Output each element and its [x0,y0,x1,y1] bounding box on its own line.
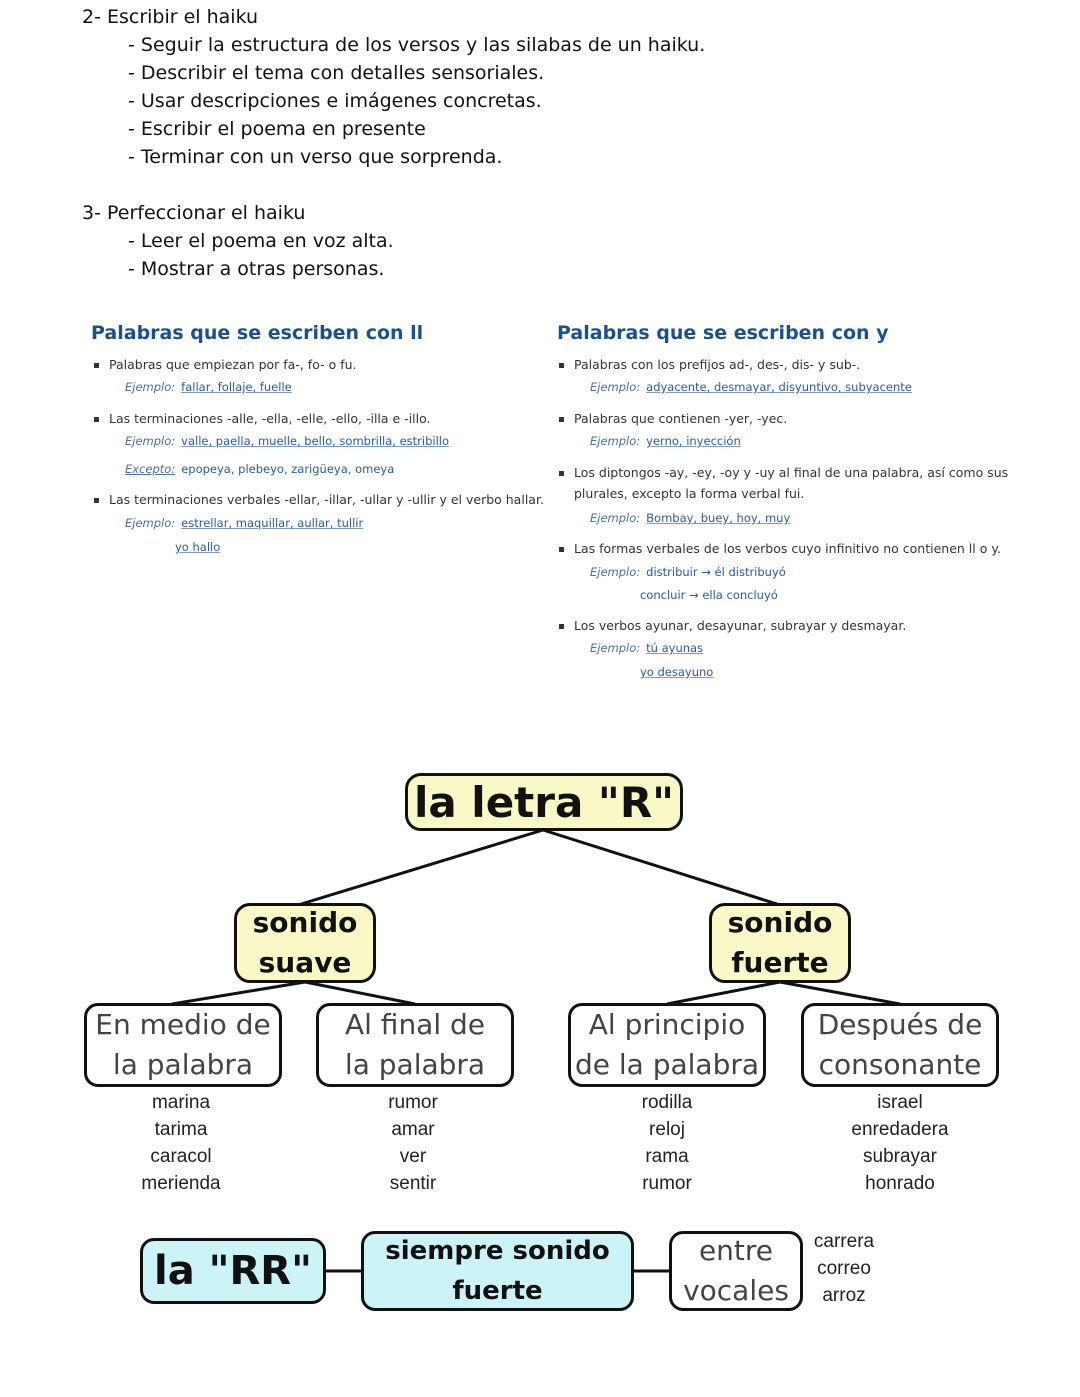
step-3-item: - Leer el poema en voz alta. [128,230,394,252]
strong-sound-box: sonido fuerte [709,903,851,983]
ll-example-continued: yo hallo [175,540,221,554]
rr-sound-box: siempre sonido fuerte [361,1231,634,1311]
y-rule: Las formas verbales de los verbos cuyo infinitivo no contienen ll o y. [574,541,1001,556]
ll-rule: Las terminaciones -alle, -ella, -elle, -ello, -illa e -illo. [109,411,431,426]
word-list-start: rodilla reloj rama rumor [641,1092,693,1194]
step-2-item: - Terminar con un verso que sorprenda. [128,146,503,168]
y-example: Ejemplo: yerno, inyección [590,434,741,448]
y-rule: Los verbos ayunar, desayunar, subrayar y desmayar. [574,618,907,633]
ll-section-title: Palabras que se escriben con ll [91,322,424,344]
ll-example: Ejemplo: fallar, follaje, fuelle [125,380,292,394]
ll-example: Ejemplo: estrellar, maquillar, aullar, tullir [125,516,364,530]
rr-box: la "RR" [140,1238,326,1304]
y-rule: Los diptongos -ay, -ey, -oy y -uy al final de una palabra, así como sus [574,465,1009,480]
y-rule: Palabras que contienen -yer, -yec. [574,411,788,426]
step-3-item: - Mostrar a otras personas. [128,258,385,280]
word-list-end: rumor amar ver sentir [388,1092,438,1194]
y-example: Ejemplo: distribuir → él distribuyó [590,565,786,579]
category-consonant-box: Después de consonante [801,1003,999,1087]
y-example: Ejemplo: adyacente, desmayar, disyuntivo, subyacente [590,380,912,394]
step-2-title: 2- Escribir el haiku [82,6,259,28]
y-example: Ejemplo: tú ayunas [590,641,704,655]
step-3-title: 3- Perfeccionar el haiku [82,202,306,224]
y-rule-continued: plurales, excepto la forma verbal fui. [574,486,805,501]
y-example: Ejemplo: Bombay, buey, hoy, muy [590,511,791,525]
category-start-box: Al principio de la palabra [568,1003,766,1087]
y-example-continued: yo desayuno [640,665,714,679]
y-section-title: Palabras que se escriben con y [557,322,889,344]
ll-rule: Palabras que empiezan por fa-, fo- o fu. [109,357,357,372]
word-list-consonant: israel enredadera subrayar honrado [851,1092,949,1194]
y-rule: Palabras con los prefijos ad-, des-, dis- y sub-. [574,357,861,372]
ll-rule: Las terminaciones verbales -ellar, -illar, -ullar y -ullir y el verbo hallar. [109,492,544,507]
rr-position-box: entre vocales [669,1231,803,1311]
step-2-item: - Seguir la estructura de los versos y las silabas de un haiku. [128,34,706,56]
ll-exception: Excepto: epopeya, plebeyo, zarigüeya, omeya [125,462,395,476]
word-list-middle: marina tarima caracol merienda [141,1092,221,1194]
ll-example: Ejemplo: valle, paella, muelle, bello, sombrilla, estribillo [125,434,450,448]
category-middle-box: En medio de la palabra [84,1003,282,1087]
soft-sound-box: sonido suave [234,903,376,983]
step-2-item: - Usar descripciones e imágenes concretas. [128,90,542,112]
map-title-box: la letra "R" [405,773,683,831]
step-2-item: - Escribir el poema en presente [128,118,426,140]
y-example-continued: concluir → ella concluyó [640,588,778,602]
step-2-item: - Describir el tema con detalles sensoriales. [128,62,545,84]
category-end-box: Al final de la palabra [316,1003,514,1087]
word-list-rr: carrera correo arroz [813,1231,875,1306]
